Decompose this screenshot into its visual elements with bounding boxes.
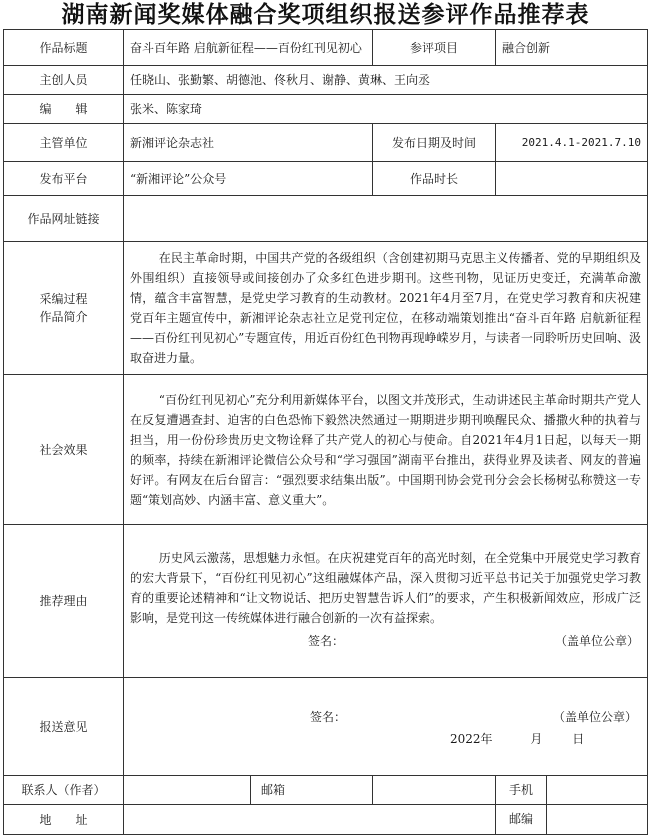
effect-label: 社会效果 xyxy=(4,375,124,525)
submit-date-month: 月 xyxy=(530,732,543,746)
recommend-sign-label: 签名： xyxy=(308,634,345,648)
submit-sign-label: 签名： xyxy=(310,710,347,724)
contact-value xyxy=(124,776,251,805)
submit-seal-label: （盖单位公章） xyxy=(553,710,638,724)
row-org xyxy=(4,124,648,162)
row-submit xyxy=(4,678,648,776)
recommend-seal-label: （盖单位公章） xyxy=(555,634,640,648)
platform-value: “新湘评论”公众号 xyxy=(124,162,373,196)
phone-cell xyxy=(496,776,648,805)
mailbox-label: 邮箱 xyxy=(251,776,373,805)
effect-text: “百份红刊见初心”充分利用新媒体平台，以图文并茂形式，生动讲述民主革命时期共产党人在反复遭遇查封、迫害的白色恐怖下毅然决然通过一期期进步期刊唤醒民众、播撒火种的执着与担当，用一份份珍贵历史文物诠释了共产党人的初心与使命。自2021年4月1日起，以每天一期的频率，持续在新湘评论微信公众号和“学习强国”湖南平台推出，获得业界及读者、网友的普遍好评。有网友在后台留言：“强烈要求结集出版”。中国期刊协会党刊分会会长杨树弘称赞这一专题“策划高妙、内涵丰富、意义重大”。 xyxy=(130,392,642,507)
recommend-text: 历史风云激荡，思想魅力永恒。在庆祝建党百年的高光时刻，在全党集中开展党史学习教育的宏大背景下，“百份红刊见初心”这组融媒体产品，深入贯彻习近平总书记关于加强党史学习教育的重要论述精神和“让文物说话、把历史智慧告诉人们”的要求，产生积极新闻效应，形成广泛影响，是党刊这一传统媒体进行融合创新的一次有益探索。 xyxy=(130,551,642,625)
work-title-label: 作品标题 xyxy=(4,30,124,66)
row-contact xyxy=(4,776,648,805)
submit-cell xyxy=(124,678,648,776)
platform-label: 发布平台 xyxy=(4,162,124,196)
publish-date-value: 2021.4.1-2021.7.10 xyxy=(496,124,648,162)
recommendation-form-table xyxy=(3,29,648,835)
address-label: 地 址 xyxy=(4,805,124,835)
category-value: 融合创新 xyxy=(496,30,648,66)
row-recommend xyxy=(4,525,648,678)
row-creators xyxy=(4,66,648,95)
mailbox-value xyxy=(373,776,496,805)
creators-value: 任晓山、张勤繁、胡德池、佟秋月、谢静、黄琳、王向丞 xyxy=(124,66,648,95)
category-label: 参评项目 xyxy=(373,30,496,66)
publish-date-label: 发布日期及时间 xyxy=(373,124,496,162)
editor-value: 张米、陈家琦 xyxy=(124,95,648,124)
summary-cell xyxy=(124,242,648,375)
org-label: 主管单位 xyxy=(4,124,124,162)
summary-label xyxy=(4,242,124,375)
creators-label: 主创人员 xyxy=(4,66,124,95)
postcode-split xyxy=(496,805,647,834)
row-effect xyxy=(4,375,648,525)
address-value xyxy=(124,805,496,835)
submit-sign-line xyxy=(132,708,639,752)
org-value: 新湘评论杂志社 xyxy=(124,124,373,162)
duration-value xyxy=(496,162,648,196)
postcode-value xyxy=(547,805,647,834)
row-address xyxy=(4,805,648,835)
editor-label: 编 辑 xyxy=(4,95,124,124)
submit-date-day: 日 xyxy=(572,732,585,746)
recommend-sign-line xyxy=(130,632,641,654)
summary-text: 在民主革命时期，中国共产党的各级组织（含创建初期马克思主义传播者、党的早期组织及外围组织）直接领导或间接创办了众多红色进步期刊。这些刊物，见证历史变迁，充满革命激情，蕴含丰富智慧，是党史学习教育的生动教材。2021年4月至7月，在党史学习教育和庆祝建党百年主题宣传中，新湘评论杂志社立足党刊定位，在移动端策划推出“奋斗百年路 启航新征程——百份红刊见初心”专题宣传，用近百份红色刊物再现峥嵘岁月，与读者一同聆听历史回响、汲取奋进力量。 xyxy=(130,251,642,365)
phone-split xyxy=(496,776,647,804)
postcode-cell xyxy=(496,805,648,835)
recommend-cell xyxy=(124,525,648,678)
contact-label: 联系人（作者） xyxy=(4,776,124,805)
work-title-value: 奋斗百年路 启航新征程——百份红刊见初心 xyxy=(124,30,373,66)
phone-value xyxy=(547,776,647,804)
form-title: 湖南新闻奖媒体融合奖项组织报送参评作品推荐表 xyxy=(61,2,590,28)
summary-label-line2: 作品简介 xyxy=(39,310,88,324)
submit-date-year: 2022年 xyxy=(450,732,493,746)
url-value xyxy=(124,196,648,242)
url-label: 作品网址链接 xyxy=(4,196,124,242)
row-summary xyxy=(4,242,648,375)
recommend-label: 推荐理由 xyxy=(4,525,124,678)
row-editor xyxy=(4,95,648,124)
submit-date-line xyxy=(450,730,584,748)
submit-label: 报送意见 xyxy=(4,678,124,776)
row-platform xyxy=(4,162,648,196)
row-work-title xyxy=(4,30,648,66)
summary-label-line1: 采编过程 xyxy=(39,292,88,306)
row-url xyxy=(4,196,648,242)
postcode-label: 邮编 xyxy=(496,805,547,834)
phone-label: 手机 xyxy=(496,776,547,804)
effect-cell xyxy=(124,375,648,525)
duration-label: 作品时长 xyxy=(373,162,496,196)
